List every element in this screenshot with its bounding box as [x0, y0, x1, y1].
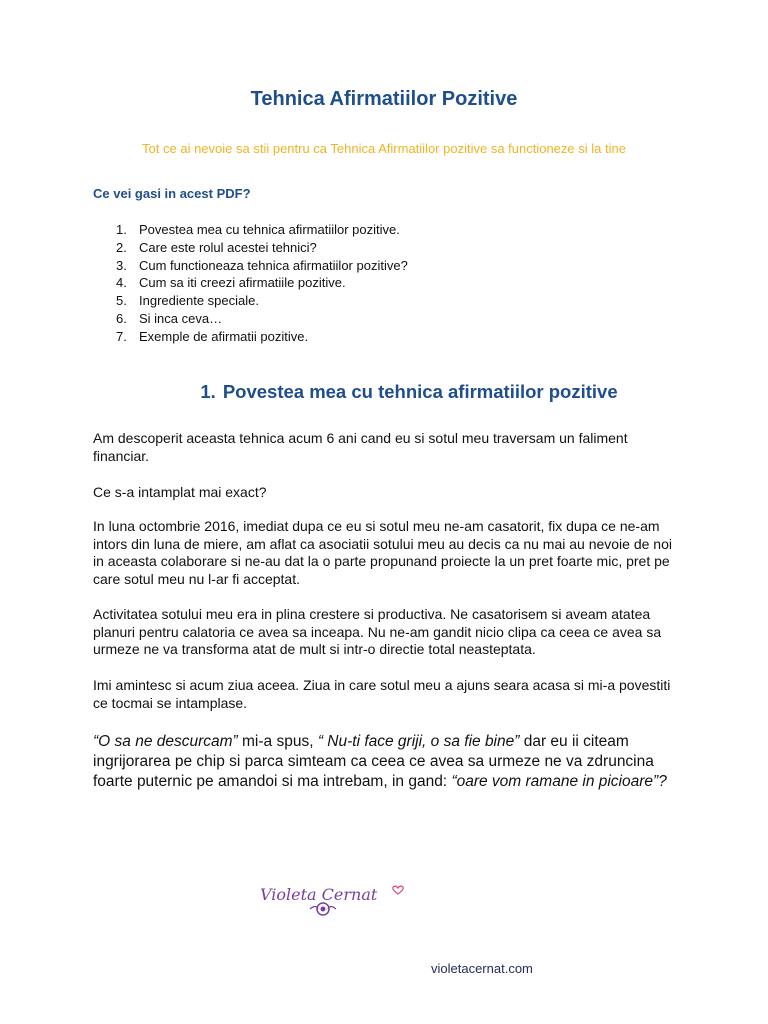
violeta-cernat-logo — [258, 880, 408, 920]
quote-paragraph — [93, 732, 683, 792]
paragraph: Imi amintesc si acum ziua aceea. Ziua in care sotul meu a ajuns seara acasa si mi-a povestiti ce tocmai se intamplase. — [93, 677, 671, 711]
toc-item — [116, 292, 408, 310]
logo-wordmark: Violeta Cernat — [260, 885, 378, 904]
table-of-contents — [116, 221, 408, 346]
toc-item — [116, 239, 408, 257]
section-heading — [0, 381, 768, 403]
quote-text: “oare vom ramane in picioare”? — [451, 773, 667, 790]
toc-heading: Ce vei gasi in acest PDF? — [93, 186, 251, 201]
paragraph: Am descoperit aceasta tehnica acum 6 ani cand eu si sotul meu traversam un faliment financiar. — [93, 430, 628, 464]
toc-item-number: 4. — [116, 275, 127, 291]
toc-item-text: Exemple de afirmatii pozitive. — [139, 328, 309, 344]
paragraph: Ce s-a intamplat mai exact? — [93, 484, 267, 500]
toc-item — [116, 257, 408, 275]
toc-item-number: 2. — [116, 239, 127, 255]
quote-text: “O sa ne descurcam” — [93, 733, 238, 750]
toc-item — [116, 328, 408, 346]
toc-item-text: Care este rolul acestei tehnici? — [139, 239, 317, 255]
quote-connector: mi-a spus, — [237, 733, 318, 750]
quote-connector: dar eu ii citeam ingrijorarea pe chip si parca simteam ca ceea ce avea sa urmeze ne va zdruncina foarte puternic pe amandoi si ma intrebam, in gand: — [93, 733, 654, 790]
lotus-icon — [310, 903, 336, 915]
toc-item-number: 5. — [116, 293, 127, 309]
section-title: Povestea mea cu tehnica afirmatiilor pozitive — [222, 381, 618, 402]
toc-item — [116, 221, 408, 239]
document-title: Tehnica Afirmatiilor Pozitive — [250, 88, 518, 110]
toc-item — [116, 274, 408, 292]
paragraph: In luna octombrie 2016, imediat dupa ce eu si sotul meu ne-am casatorit, fix dupa ce ne-am intors din luna de miere, am aflat ca asociatii sotului meu au decis ca nu mai au nevoie de noi in aceasta colaborare si ne-au dat la o parte propunand proiecte la un pret foarte mic, pret pe care sotul meu nu l-ar fi acceptat. — [93, 518, 672, 587]
heart-icon — [393, 886, 403, 894]
toc-item-text: Ingrediente speciale. — [139, 293, 259, 309]
paragraph: Activitatea sotului meu era in plina crestere si productiva. Ne casatorisem si aveam atatea planuri pentru calatoria ce avea sa inceapa. Nu ne-am gandit nicio clipa ca ceea ce avea sa urmeze ne va transforma atat de mult si intr-o directie total neasteptata. — [93, 606, 662, 657]
toc-item — [116, 310, 408, 328]
toc-item-number: 6. — [116, 310, 127, 326]
document-subtitle: Tot ce ai nevoie sa stii pentru ca Tehnica Afirmatiilor pozitive sa functioneze si la tine — [142, 141, 626, 156]
toc-item-number: 7. — [116, 328, 127, 344]
toc-item-text: Cum functioneaza tehnica afirmatiilor pozitive? — [139, 257, 408, 273]
toc-item-text: Si inca ceva… — [139, 310, 223, 326]
toc-item-text: Cum sa iti creezi afirmatiile pozitive. — [139, 275, 346, 291]
toc-item-number: 3. — [116, 257, 127, 273]
toc-item-number: 1. — [116, 222, 127, 237]
toc-item-text: Povestea mea cu tehnica afirmatiilor pozitive. — [139, 222, 400, 237]
website-link[interactable]: violetacernat.com — [431, 961, 533, 976]
quote-text: “ Nu-ti face griji, o sa fie bine” — [317, 733, 520, 750]
section-number: 1. — [200, 381, 216, 402]
